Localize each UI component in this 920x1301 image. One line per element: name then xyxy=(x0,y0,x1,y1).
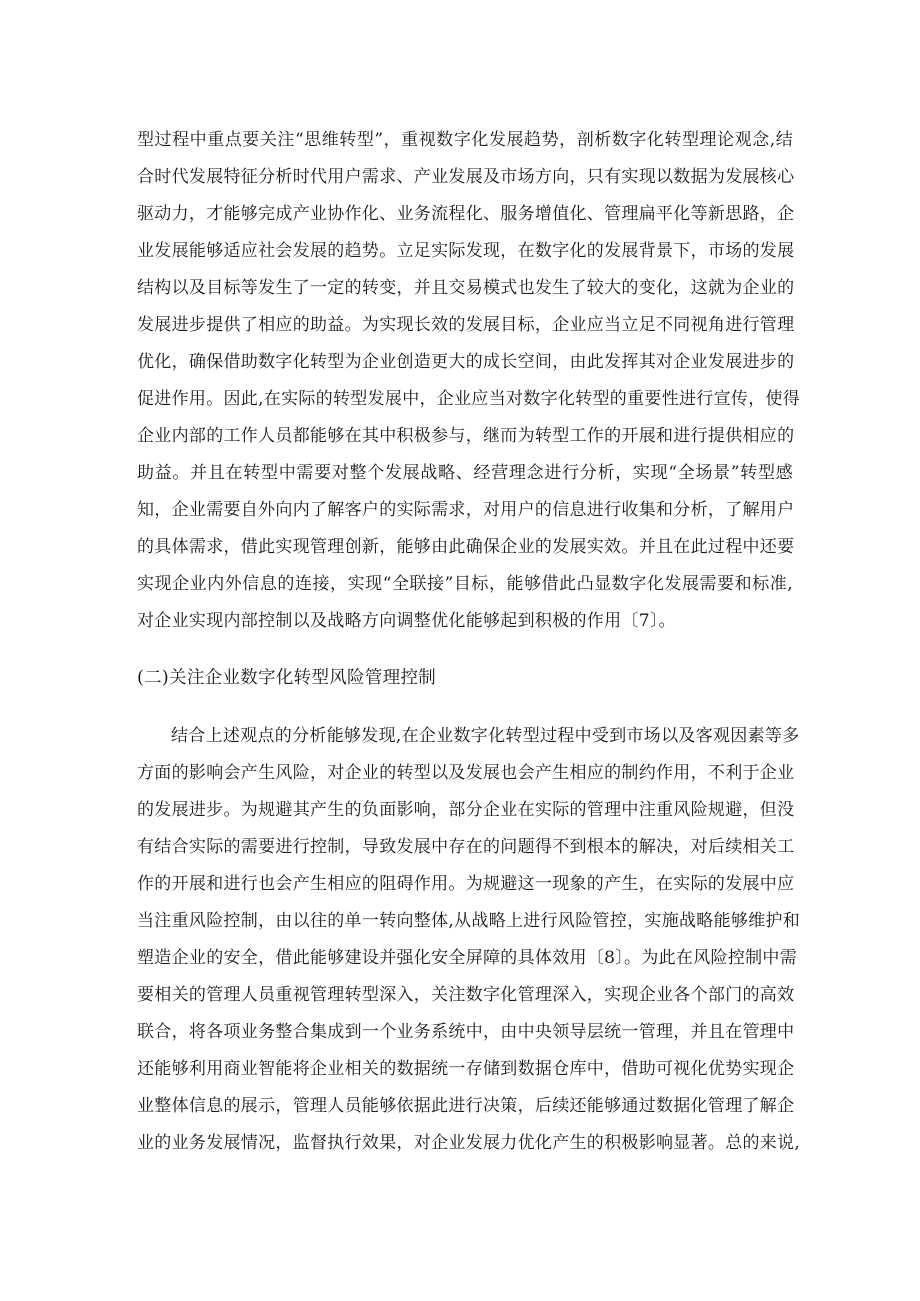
text-line: 结合上述观点的分析能够发现,在企业数字化转型过程中受到市场以及客观因素等多 xyxy=(171,726,800,746)
text-line: 还能够利用商业智能将企业相关的数据统一存储到数据仓库中，借助可视化优势实现企 xyxy=(137,1059,795,1079)
text-line: 业整体信息的展示，管理人员能够依据此进行决策，后续还能够通过数据化管理了解企 xyxy=(137,1096,795,1116)
text-line: 结构以及目标等发生了一定的转变，并且交易模式也发生了较大的变化，这就为企业的 xyxy=(137,278,795,298)
text-line: 有结合实际的需要进行控制，导致发展中存在的问题得不到根本的解决，对后续相关工 xyxy=(137,837,795,857)
document-page xyxy=(137,122,801,1162)
text-line: 要相关的管理人员重视管理转型深入，关注数字化管理深入，实现企业各个部门的高效 xyxy=(137,985,795,1005)
text-line: 联合，将各项业务整合集成到一个业务系统中，由中央领导层统一管理，并且在管理中 xyxy=(137,1022,795,1042)
text-line: 作的开展和进行也会产生相应的阻碍作用。为规避这一现象的产生，在实际的发展中应 xyxy=(137,874,795,894)
text-line: 发展进步提供了相应的助益。为实现长效的发展目标，企业应当立足不同视角进行管理 xyxy=(137,315,795,335)
text-line: 的发展进步。为规避其产生的负面影响，部分企业在实际的管理中注重风险规避，但没 xyxy=(137,800,795,820)
text-line: 业的业务发展情况，监督执行效果，对企业发展力优化产生的积极影响显著。总的来说, xyxy=(137,1133,801,1153)
text-line: 当注重风险控制，由以往的单一转向整体,从战略上进行风险管控，实施战略能够维护和 xyxy=(137,911,801,931)
text-line: 优化，确保借助数字化转型为企业创造更大的成长空间，由此发挥其对企业发展进步的 xyxy=(137,352,795,372)
text-line: 知，企业需要自外向内了解客户的实际需求，对用户的信息进行收集和分析，了解用户 xyxy=(137,500,795,520)
text-line: 塑造企业的安全，借此能够建设并强化安全屏障的具体效用〔8〕。为此在风险控制中需 xyxy=(137,948,798,968)
text-line: 方面的影响会产生风险，对企业的转型以及发展也会产生相应的制约作用，不利于企业 xyxy=(137,763,795,783)
text-line: 企业内部的工作人员都能够在其中积极参与，继而为转型工作的开展和进行提供相应的 xyxy=(137,426,795,446)
text-line: 实现企业内外信息的连接，实现“全联接”目标，能够借此凸显数字化发展需要和标准, xyxy=(137,574,793,594)
paragraph-2 xyxy=(137,718,801,1162)
section-heading: (二)关注企业数字化转型风险管理控制 xyxy=(137,668,437,688)
text-line: 型过程中重点要关注“思维转型”，重视数字化发展趋势，剖析数字化转型理论观念,结 xyxy=(137,130,793,150)
text-line: 业发展能够适应社会发展的趋势。立足实际发现，在数字化的发展背景下，市场的发展 xyxy=(137,241,795,261)
text-line: 合时代发展特征分析时代用户需求、产业发展及市场方向，只有实现以数据为发展核心 xyxy=(137,167,795,187)
paragraph-1 xyxy=(137,122,801,640)
text-line: 驱动力，才能够完成产业协作化、业务流程化、服务增值化、管理扁平化等新思路，企 xyxy=(137,204,795,224)
text-line: 促进作用。因此,在实际的转型发展中，企业应当对数字化转型的重要性进行宣传，使得 xyxy=(137,389,801,409)
text-line: 对企业实现内部控制以及战略方向调整优化能够起到积极的作用〔7〕。 xyxy=(137,611,676,631)
text-line: 助益。并且在转型中需要对整个发展战略、经营理念进行分析，实现“全场景”转型感 xyxy=(137,463,793,483)
text-line: 的具体需求，借此实现管理创新，能够由此确保企业的发展实效。并且在此过程中还要 xyxy=(137,537,795,557)
